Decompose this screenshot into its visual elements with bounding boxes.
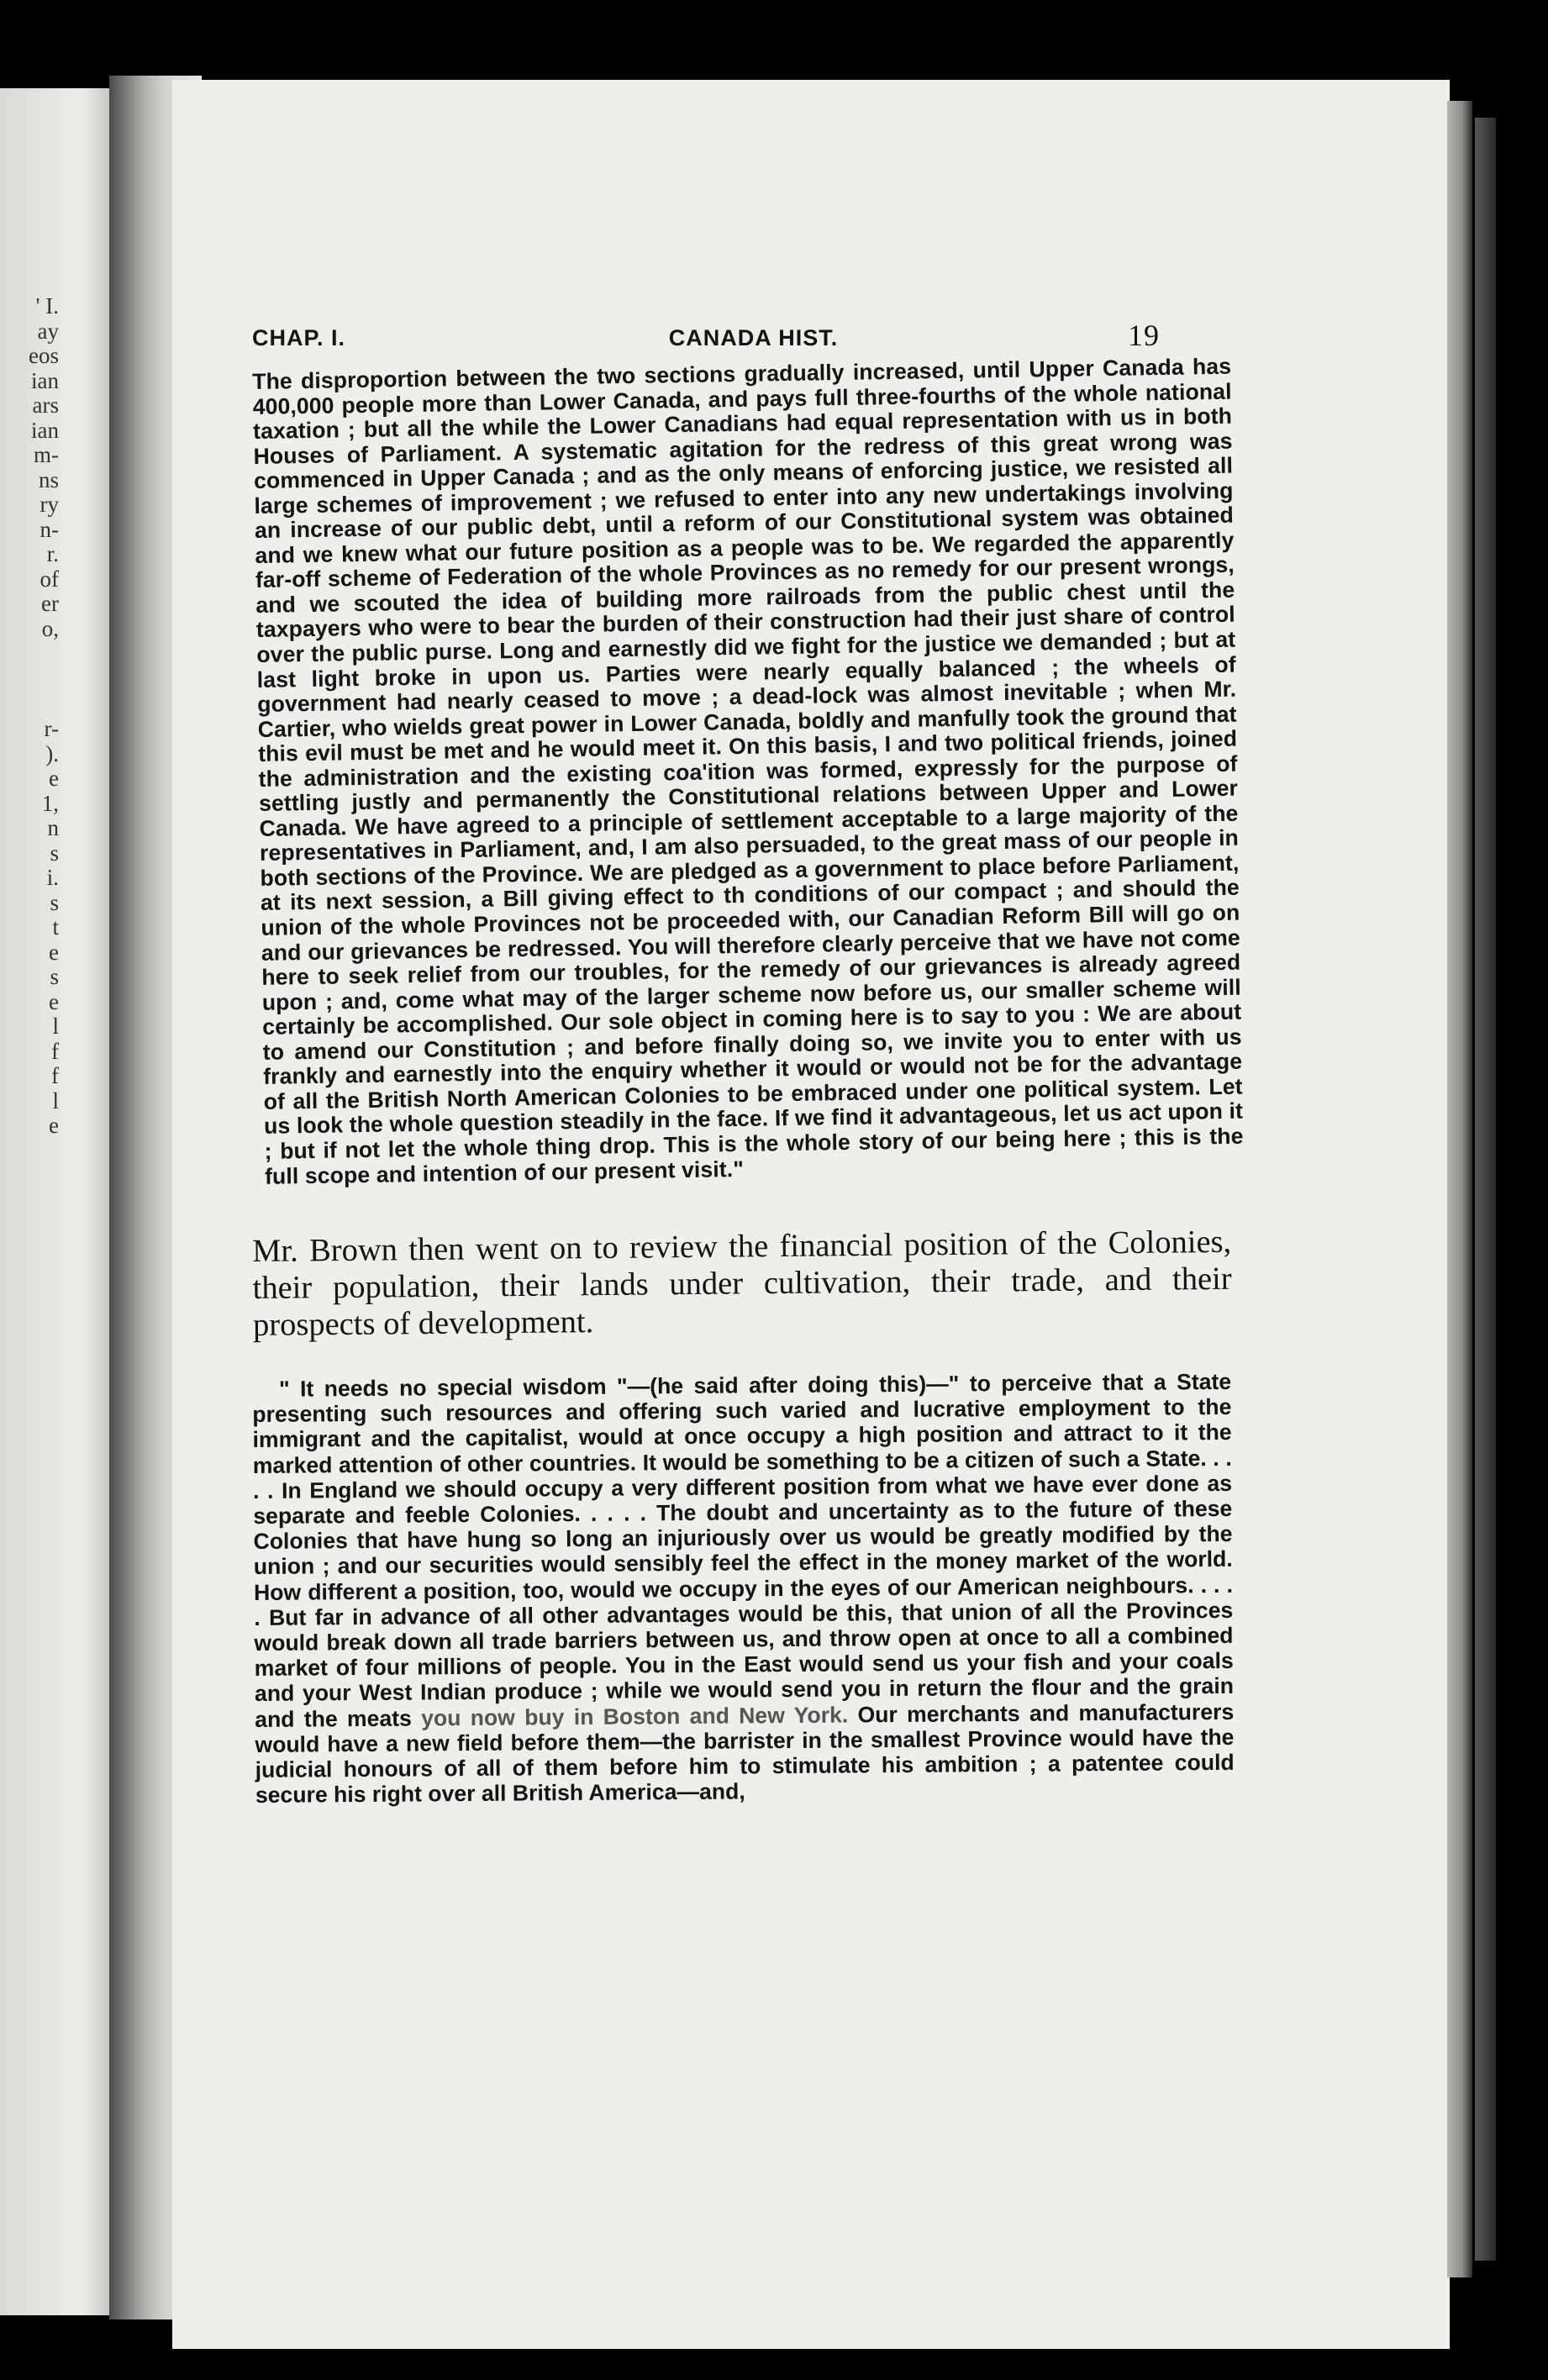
left-page-fragment-line: e — [49, 1113, 59, 1138]
left-page-fragment-line: of — [39, 566, 59, 592]
left-page-fragment-line: f — [51, 1063, 59, 1088]
fragment-group-2 — [0, 717, 59, 1139]
left-page-fragment-line: e — [49, 988, 59, 1014]
page-edge — [1447, 101, 1472, 2277]
left-page-fragment-line: r- — [44, 716, 59, 741]
left-page-fragment-line: ry — [39, 492, 59, 517]
left-page-fragment-line: ian — [31, 367, 59, 393]
left-page-fragment-line: o, — [41, 615, 59, 641]
page-number: 19 — [1127, 319, 1160, 352]
running-head — [252, 318, 1160, 353]
left-page-fragment-line: er — [41, 591, 59, 616]
left-page-fragments — [0, 294, 59, 1139]
left-page-fragment-line: e — [49, 939, 59, 965]
left-page-fragment-line: ns — [38, 466, 59, 492]
left-page-fragment-line: r. — [46, 541, 59, 566]
left-page-fragment-line: f — [51, 1038, 59, 1064]
narrative-paragraph: Mr. Brown then went on to review the financial position of the Colonies, their population, their lands under cultivation, their trade, and their prospects of development. — [252, 1224, 1232, 1344]
left-page-fragment-line: l — [52, 1014, 59, 1039]
left-page-fragment-line: e — [49, 766, 59, 791]
left-page-fragment-line: ars — [32, 392, 59, 418]
quote2-text-a: " It needs no special wisdom "—(he said after doing this)—" to perceive that a State presenting such resources and offering such varied and lucrative employment to the immigrant and the capitalist, would at once occupy a high position and attract to it the marked attention of other countries. It would be something to be a citizen of such a State. . . . . In England we should occupy a very different position from what we have ever done as separate and feeble Colonies. . . . . The doubt and uncertainty as to the future of these Colonies that have hung so long an injuriously over us would be greatly modified by the union ; and our securities would sensibly feel the effect in the money market of the world. How different a position, too, would we occupy in the eyes of our American neighbours. . . . . But far in advance of all other advantages would be this, that union of all the Provinces would break down all trade barriers between us, and throw open at once to all a combined market of four millions of people. You in the East would send us your fish and your coals and your West Indian produce ; while we would send you in return the flour and the grain and the meats — [252, 1368, 1235, 1732]
quoted-speech-paragraph: The disproportion between the two sections gradually increased, until Upper Canada has 400,000 people more than Lower Canada, and pays full three-fourths of the whole national taxation ; but all the while the Lower Canadians had equal representation with us in both Houses of Parliament. A systematic agitation for the redress of this great wrong was commenced in Upper Canada ; and as the only means of enforcing justice, we resisted all large schemes of improvement ; we refused to enter into any new undertakings involving an increase of our public debt, until a reform of our Constitutional system was obtained and we knew what our future position as a people was to be. We regarded the apparently far-off scheme of Federation of the whole Provinces as no remedy for our present wrongs, and we scouted the idea of building more railroads from the public chest until the taxpayers who were to bear the burden of their construction had their just share of control over the public purse. Long and earnestly did we fight for the justice we demanded ; but at last light broke in upon us. Parties were nearly equally balanced ; the wheels of government had nearly ceased to move ; a dead-lock was almost inevitable ; when Mr. Cartier, who wields great power in Lower Canada, boldly and manfully took the ground that this evil must be met and he would meet it. On this basis, I and two political friends, joined the administration and the existing coa'ition was formed, expressly for the purpose of settling justly and permanently the Constitutional relations between Upper and Lower Canada. We have agreed to a principle of settlement acceptable to a large majority of the representatives in Parliament, and, I am also persuaded, to the great mass of our people in both sections of the Province. We are pledged as a government to place before Parliament, at its next session, a Bill giving effect to th conditions of our compact ; and should the union of the whole Provinces not be proceeded with, our Canadian Reform Bill will go on and our grievances be redressed. You will therefore clearly perceive that we have not come here to seek relief from our troubles, for the remedy of our grievances is already agreed upon ; and, come what may of the larger scheme now before us, our smaller scheme will certainly be accomplished. Our sole object in coming here is to say to you : We are about to amend our Constitution ; and before finally doing so, we invite you to enter with us frankly and earnestly into the enquiry whether it would or would not be for the advantage of all the British North American Colonies to be embraced under one political system. Let us look the whole question steadily in the face. If we find it advantageous, let us act upon it ; but if not let the whole thing drop. This is the whole story of our being here ; this is the full scope and intention of our present visit." — [251, 353, 1244, 1189]
left-page-fragment-line: ). — [45, 740, 59, 766]
fragment-group-1 — [0, 294, 59, 641]
page-edge-shadow — [1475, 118, 1496, 2261]
left-page-fragment-line: n- — [39, 516, 59, 542]
quote2-text-b: Our merchants and manufacturers would have a new field before them—the barrister in the smallest Province would have the judicial honours of all of them before him to stimulate his ambition ; a patentee could secure his right over all British America—and, — [255, 1698, 1235, 1808]
left-page-fragment-line: ' I. — [35, 293, 59, 319]
text-area — [251, 318, 1244, 1830]
left-page-fragment-line: ian — [31, 417, 59, 443]
quoted-speech-paragraph-2 — [252, 1368, 1235, 1808]
left-page-fragment-line: t — [52, 914, 59, 940]
left-page-fragment-line: eos — [29, 343, 59, 368]
chapter-label: CHAP. I. — [252, 325, 346, 350]
left-page-fragment-line: i. — [46, 865, 59, 890]
running-title: CANADA HIST. — [668, 325, 839, 350]
left-page-fragment-line: n — [47, 815, 59, 840]
left-page-fragment-line: s — [50, 964, 59, 989]
left-page-fragment-line: l — [52, 1087, 59, 1114]
quote2-struck-text: you now buy in Boston and New York. — [421, 1701, 849, 1730]
left-page-fragment-line: m- — [34, 442, 59, 467]
left-page-fragment-line: s — [50, 840, 59, 866]
left-page-fragment-line: 1, — [41, 790, 59, 816]
left-page-fragment-line: ay — [37, 318, 59, 344]
left-page-fragment-line: s — [50, 889, 59, 915]
